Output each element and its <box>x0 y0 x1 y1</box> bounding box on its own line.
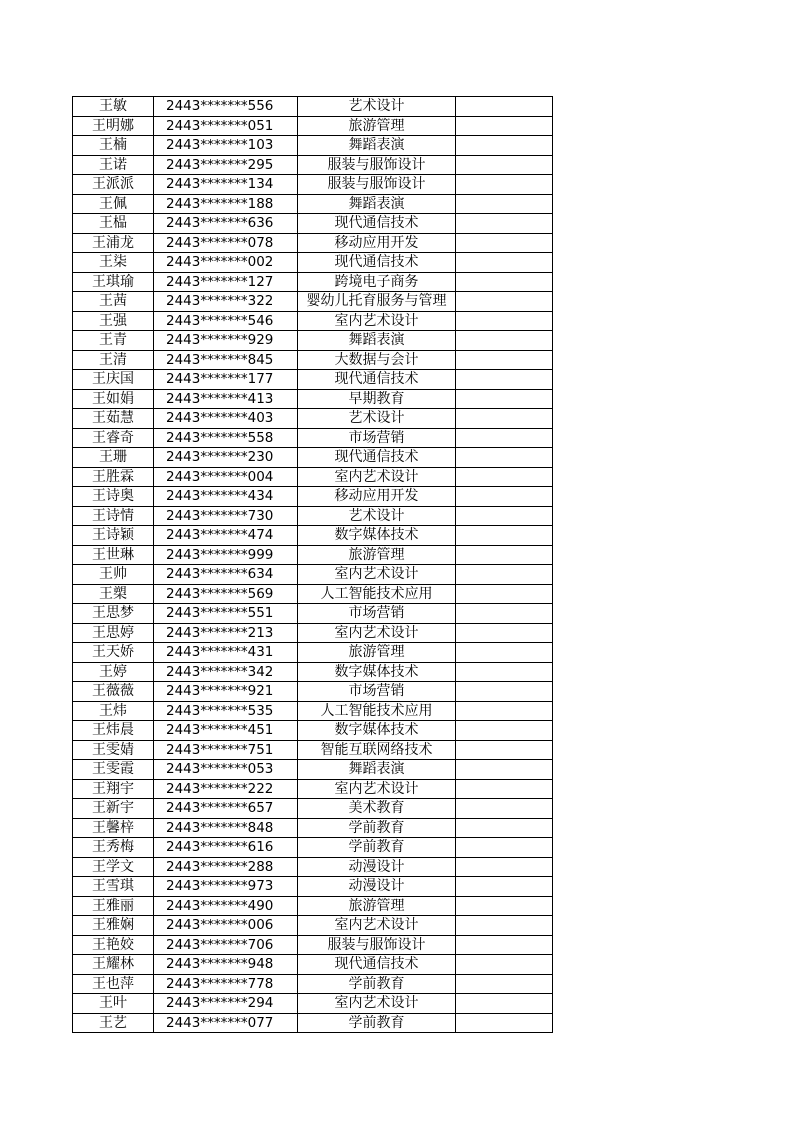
table-row <box>73 311 553 331</box>
student-id-cell: 2443*******177 <box>154 370 298 390</box>
student-name-cell: 王诗情 <box>73 506 154 526</box>
remark-cell <box>456 682 553 702</box>
major-cell: 旅游管理 <box>298 545 456 565</box>
major-cell: 艺术设计 <box>298 409 456 429</box>
student-name-cell: 王思梦 <box>73 604 154 624</box>
student-name-cell: 王雪琪 <box>73 877 154 897</box>
remark-cell <box>456 994 553 1014</box>
student-id-cell: 2443*******413 <box>154 389 298 409</box>
student-id-cell: 2443*******556 <box>154 97 298 117</box>
student-id-cell: 2443*******730 <box>154 506 298 526</box>
table-row <box>73 584 553 604</box>
remark-cell <box>456 974 553 994</box>
major-cell: 婴幼儿托育服务与管理 <box>298 292 456 312</box>
table-row <box>73 506 553 526</box>
table-row <box>73 97 553 117</box>
remark-cell <box>456 272 553 292</box>
student-name-cell: 王世琳 <box>73 545 154 565</box>
major-cell: 现代通信技术 <box>298 955 456 975</box>
student-id-cell: 2443*******636 <box>154 214 298 234</box>
table-row <box>73 233 553 253</box>
major-cell: 数字媒体技术 <box>298 662 456 682</box>
remark-cell <box>456 487 553 507</box>
remark-cell <box>456 194 553 214</box>
table-row <box>73 935 553 955</box>
student-name-cell: 王柒 <box>73 253 154 273</box>
major-cell: 人工智能技术应用 <box>298 584 456 604</box>
student-name-cell: 王睿奇 <box>73 428 154 448</box>
table-row <box>73 487 553 507</box>
remark-cell <box>456 662 553 682</box>
student-name-cell: 王艳姣 <box>73 935 154 955</box>
student-id-cell: 2443*******706 <box>154 935 298 955</box>
student-id-cell: 2443*******973 <box>154 877 298 897</box>
table-row <box>73 896 553 916</box>
student-name-cell: 王思婷 <box>73 623 154 643</box>
student-id-cell: 2443*******077 <box>154 1013 298 1033</box>
table-row <box>73 565 553 585</box>
table-row <box>73 214 553 234</box>
major-cell: 舞蹈表演 <box>298 760 456 780</box>
student-name-cell: 王敏 <box>73 97 154 117</box>
major-cell: 室内艺术设计 <box>298 565 456 585</box>
student-name-cell: 王叶 <box>73 994 154 1014</box>
major-cell: 室内艺术设计 <box>298 779 456 799</box>
remark-cell <box>456 604 553 624</box>
student-id-cell: 2443*******134 <box>154 175 298 195</box>
student-name-cell: 王派派 <box>73 175 154 195</box>
student-name-cell: 王楠 <box>73 136 154 156</box>
major-cell: 学前教育 <box>298 818 456 838</box>
remark-cell <box>456 136 553 156</box>
table-row <box>73 916 553 936</box>
remark-cell <box>456 292 553 312</box>
student-id-cell: 2443*******294 <box>154 994 298 1014</box>
remark-cell <box>456 155 553 175</box>
remark-cell <box>456 175 553 195</box>
remark-cell <box>456 740 553 760</box>
student-name-cell: 王雅丽 <box>73 896 154 916</box>
major-cell: 动漫设计 <box>298 877 456 897</box>
student-name-cell: 王佩 <box>73 194 154 214</box>
student-id-cell: 2443*******569 <box>154 584 298 604</box>
major-cell: 舞蹈表演 <box>298 136 456 156</box>
table-row <box>73 194 553 214</box>
student-name-cell: 王雅娴 <box>73 916 154 936</box>
student-name-cell: 王茹慧 <box>73 409 154 429</box>
major-cell: 舞蹈表演 <box>298 194 456 214</box>
remark-cell <box>456 799 553 819</box>
student-id-cell: 2443*******188 <box>154 194 298 214</box>
remark-cell <box>456 409 553 429</box>
remark-cell <box>456 253 553 273</box>
student-name-cell: 王浦龙 <box>73 233 154 253</box>
remark-cell <box>456 1013 553 1033</box>
student-id-cell: 2443*******929 <box>154 331 298 351</box>
student-name-cell: 王秀梅 <box>73 838 154 858</box>
table-row <box>73 994 553 1014</box>
table-row <box>73 136 553 156</box>
remark-cell <box>456 311 553 331</box>
student-name-cell: 王明娜 <box>73 116 154 136</box>
remark-cell <box>456 506 553 526</box>
table-row <box>73 623 553 643</box>
remark-cell <box>456 623 553 643</box>
remark-cell <box>456 643 553 663</box>
table-row <box>73 662 553 682</box>
major-cell: 旅游管理 <box>298 116 456 136</box>
student-id-cell: 2443*******006 <box>154 916 298 936</box>
table-row <box>73 272 553 292</box>
table-row <box>73 604 553 624</box>
remark-cell <box>456 701 553 721</box>
student-id-cell: 2443*******053 <box>154 760 298 780</box>
student-id-cell: 2443*******078 <box>154 233 298 253</box>
major-cell: 旅游管理 <box>298 643 456 663</box>
remark-cell <box>456 779 553 799</box>
remark-cell <box>456 97 553 117</box>
remark-cell <box>456 584 553 604</box>
remark-cell <box>456 955 553 975</box>
table-row <box>73 155 553 175</box>
student-id-cell: 2443*******921 <box>154 682 298 702</box>
student-id-cell: 2443*******558 <box>154 428 298 448</box>
student-name-cell: 王新宇 <box>73 799 154 819</box>
student-id-cell: 2443*******535 <box>154 701 298 721</box>
student-name-cell: 王槊 <box>73 584 154 604</box>
student-table-body <box>73 97 553 1033</box>
student-name-cell: 王薇薇 <box>73 682 154 702</box>
table-row <box>73 721 553 741</box>
table-row <box>73 818 553 838</box>
student-name-cell: 王胜霖 <box>73 467 154 487</box>
student-id-cell: 2443*******751 <box>154 740 298 760</box>
remark-cell <box>456 428 553 448</box>
student-name-cell: 王诺 <box>73 155 154 175</box>
student-name-cell: 王翔宇 <box>73 779 154 799</box>
student-name-cell: 王珊 <box>73 448 154 468</box>
major-cell: 早期教育 <box>298 389 456 409</box>
table-row <box>73 857 553 877</box>
student-id-cell: 2443*******004 <box>154 467 298 487</box>
student-id-cell: 2443*******778 <box>154 974 298 994</box>
student-id-cell: 2443*******551 <box>154 604 298 624</box>
major-cell: 室内艺术设计 <box>298 916 456 936</box>
student-id-cell: 2443*******342 <box>154 662 298 682</box>
table-row <box>73 740 553 760</box>
major-cell: 室内艺术设计 <box>298 623 456 643</box>
student-id-cell: 2443*******948 <box>154 955 298 975</box>
student-name-cell: 王榀 <box>73 214 154 234</box>
major-cell: 移动应用开发 <box>298 487 456 507</box>
remark-cell <box>456 467 553 487</box>
major-cell: 移动应用开发 <box>298 233 456 253</box>
student-id-cell: 2443*******616 <box>154 838 298 858</box>
remark-cell <box>456 857 553 877</box>
table-row <box>73 116 553 136</box>
student-name-cell: 王炜晨 <box>73 721 154 741</box>
table-row <box>73 370 553 390</box>
remark-cell <box>456 838 553 858</box>
student-id-cell: 2443*******002 <box>154 253 298 273</box>
major-cell: 现代通信技术 <box>298 214 456 234</box>
table-row <box>73 448 553 468</box>
student-id-cell: 2443*******051 <box>154 116 298 136</box>
student-id-cell: 2443*******213 <box>154 623 298 643</box>
major-cell: 学前教育 <box>298 838 456 858</box>
remark-cell <box>456 760 553 780</box>
student-name-cell: 王清 <box>73 350 154 370</box>
student-id-cell: 2443*******434 <box>154 487 298 507</box>
student-table <box>72 96 553 1033</box>
student-name-cell: 王诗奥 <box>73 487 154 507</box>
student-name-cell: 王婷 <box>73 662 154 682</box>
student-id-cell: 2443*******403 <box>154 409 298 429</box>
remark-cell <box>456 896 553 916</box>
major-cell: 现代通信技术 <box>298 448 456 468</box>
student-id-cell: 2443*******103 <box>154 136 298 156</box>
major-cell: 学前教育 <box>298 974 456 994</box>
student-name-cell: 王庆国 <box>73 370 154 390</box>
student-name-cell: 王艺 <box>73 1013 154 1033</box>
table-row <box>73 799 553 819</box>
student-name-cell: 王雯婧 <box>73 740 154 760</box>
student-name-cell: 王炜 <box>73 701 154 721</box>
student-id-cell: 2443*******999 <box>154 545 298 565</box>
major-cell: 跨境电子商务 <box>298 272 456 292</box>
student-name-cell: 王茜 <box>73 292 154 312</box>
table-row <box>73 701 553 721</box>
major-cell: 数字媒体技术 <box>298 721 456 741</box>
remark-cell <box>456 545 553 565</box>
major-cell: 艺术设计 <box>298 506 456 526</box>
table-row <box>73 253 553 273</box>
table-row <box>73 682 553 702</box>
table-row <box>73 760 553 780</box>
table-row <box>73 175 553 195</box>
major-cell: 动漫设计 <box>298 857 456 877</box>
table-row <box>73 331 553 351</box>
student-name-cell: 王强 <box>73 311 154 331</box>
student-id-cell: 2443*******634 <box>154 565 298 585</box>
table-row <box>73 350 553 370</box>
major-cell: 学前教育 <box>298 1013 456 1033</box>
student-name-cell: 王雯霞 <box>73 760 154 780</box>
major-cell: 智能互联网络技术 <box>298 740 456 760</box>
table-row <box>73 955 553 975</box>
table-row <box>73 974 553 994</box>
student-name-cell: 王帅 <box>73 565 154 585</box>
major-cell: 舞蹈表演 <box>298 331 456 351</box>
major-cell: 市场营销 <box>298 428 456 448</box>
major-cell: 室内艺术设计 <box>298 467 456 487</box>
major-cell: 旅游管理 <box>298 896 456 916</box>
student-id-cell: 2443*******127 <box>154 272 298 292</box>
remark-cell <box>456 721 553 741</box>
table-row <box>73 467 553 487</box>
table-row <box>73 643 553 663</box>
remark-cell <box>456 214 553 234</box>
table-row <box>73 389 553 409</box>
major-cell: 人工智能技术应用 <box>298 701 456 721</box>
table-row <box>73 545 553 565</box>
major-cell: 艺术设计 <box>298 97 456 117</box>
remark-cell <box>456 116 553 136</box>
student-name-cell: 王诗颖 <box>73 526 154 546</box>
table-row <box>73 1013 553 1033</box>
remark-cell <box>456 565 553 585</box>
major-cell: 服装与服饰设计 <box>298 175 456 195</box>
student-name-cell: 王如娟 <box>73 389 154 409</box>
table-row <box>73 877 553 897</box>
student-id-cell: 2443*******657 <box>154 799 298 819</box>
student-id-cell: 2443*******845 <box>154 350 298 370</box>
remark-cell <box>456 877 553 897</box>
remark-cell <box>456 448 553 468</box>
remark-cell <box>456 526 553 546</box>
major-cell: 现代通信技术 <box>298 253 456 273</box>
table-row <box>73 428 553 448</box>
major-cell: 服装与服饰设计 <box>298 935 456 955</box>
student-id-cell: 2443*******474 <box>154 526 298 546</box>
student-id-cell: 2443*******222 <box>154 779 298 799</box>
student-id-cell: 2443*******546 <box>154 311 298 331</box>
table-row <box>73 838 553 858</box>
table-row <box>73 779 553 799</box>
remark-cell <box>456 935 553 955</box>
student-name-cell: 王耀林 <box>73 955 154 975</box>
student-name-cell: 王青 <box>73 331 154 351</box>
remark-cell <box>456 233 553 253</box>
student-name-cell: 王馨梓 <box>73 818 154 838</box>
major-cell: 市场营销 <box>298 682 456 702</box>
student-id-cell: 2443*******490 <box>154 896 298 916</box>
student-name-cell: 王琪瑜 <box>73 272 154 292</box>
student-id-cell: 2443*******451 <box>154 721 298 741</box>
major-cell: 室内艺术设计 <box>298 994 456 1014</box>
student-name-cell: 王学文 <box>73 857 154 877</box>
remark-cell <box>456 331 553 351</box>
student-id-cell: 2443*******230 <box>154 448 298 468</box>
student-id-cell: 2443*******322 <box>154 292 298 312</box>
remark-cell <box>456 916 553 936</box>
remark-cell <box>456 350 553 370</box>
major-cell: 大数据与会计 <box>298 350 456 370</box>
table-row <box>73 526 553 546</box>
major-cell: 服装与服饰设计 <box>298 155 456 175</box>
table-row <box>73 409 553 429</box>
major-cell: 室内艺术设计 <box>298 311 456 331</box>
major-cell: 市场营销 <box>298 604 456 624</box>
remark-cell <box>456 370 553 390</box>
student-id-cell: 2443*******288 <box>154 857 298 877</box>
student-name-cell: 王也萍 <box>73 974 154 994</box>
student-id-cell: 2443*******848 <box>154 818 298 838</box>
remark-cell <box>456 389 553 409</box>
student-id-cell: 2443*******295 <box>154 155 298 175</box>
major-cell: 数字媒体技术 <box>298 526 456 546</box>
table-row <box>73 292 553 312</box>
student-name-cell: 王天娇 <box>73 643 154 663</box>
remark-cell <box>456 818 553 838</box>
major-cell: 现代通信技术 <box>298 370 456 390</box>
student-id-cell: 2443*******431 <box>154 643 298 663</box>
major-cell: 美术教育 <box>298 799 456 819</box>
